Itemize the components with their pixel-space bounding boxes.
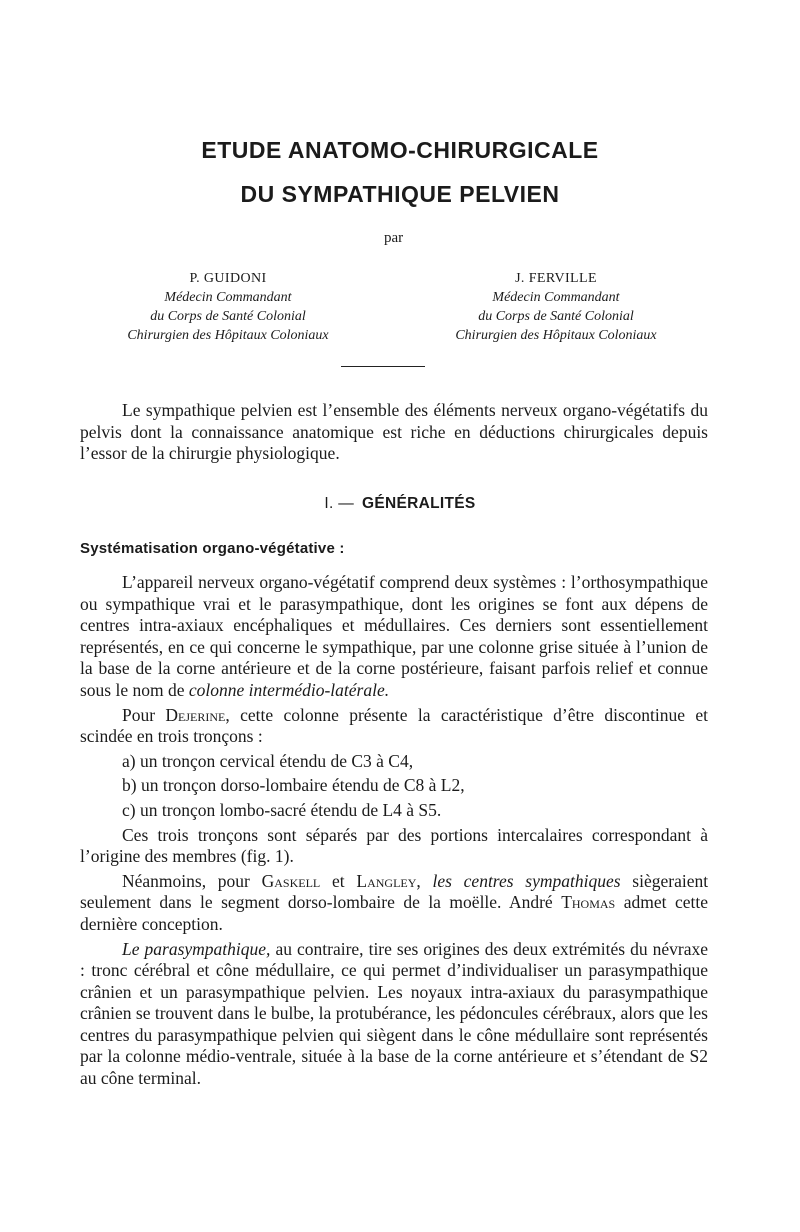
paragraph-5 bbox=[80, 939, 708, 1090]
author-reference: Gaskell bbox=[261, 870, 321, 891]
list-item-c: c) un tronçon lombo-sacré étendu de L4 à S5. bbox=[122, 799, 442, 820]
text-span: et bbox=[332, 870, 345, 891]
text-span: L’appareil nerveux organo-végétatif comprend deux systèmes : l’orthosympathique ou sympathique vrai et le parasympathique, dont les origines se font aux dépens de centres intra-axiaux encéphaliques et médullaires. Ces derniers sont essentiellement représentés, en ce qui concerne le sympathique, par une colonne grise située à l’union de la base de la corne antérieure et de la corne postérieure, faisant parfois relief et connue sous le nom de bbox=[80, 572, 708, 700]
list-item-b: b) un tronçon dorso-lombaire étendu de C8 à L2, bbox=[122, 775, 465, 796]
author-reference: Thomas bbox=[561, 892, 616, 913]
intro-paragraph: Le sympathique pelvien est l’ensemble des éléments nerveux organo-végétatifs du pelvis dont la connaissance anatomique est riche en déductions chirurgicales depuis l’essor de la chirurgie physiologique. bbox=[80, 400, 708, 464]
text-span: cette colonne présente la caractéristique d’être discontinue et scindée en trois tronçons : bbox=[80, 704, 708, 747]
emphasis-term: Le parasympathique, bbox=[122, 938, 271, 959]
subsection-heading: Systématisation organo-végétative : bbox=[80, 540, 345, 557]
paragraph-3: Ces trois tronçons sont séparés par des portions intercalaires correspondant à l’origine des membres (fig. 1). bbox=[80, 824, 708, 867]
section-heading bbox=[0, 495, 800, 513]
paragraph-1 bbox=[80, 572, 708, 702]
list-item-a: a) un tronçon cervical étendu de C3 à C4, bbox=[122, 750, 414, 771]
main-body bbox=[80, 572, 708, 1090]
byline: par bbox=[384, 230, 404, 246]
author-reference: Dejerine, bbox=[165, 704, 230, 725]
paragraph-2 bbox=[80, 705, 708, 748]
section-number: I. — bbox=[324, 495, 355, 512]
author-position: Chirurgien des Hôpitaux Coloniaux bbox=[455, 328, 657, 343]
author-block-2 bbox=[406, 269, 706, 345]
author-affiliation: du Corps de Santé Colonial bbox=[478, 309, 634, 324]
text-span: au contraire, tire ses origines des deux extrémités du névraxe : tronc cérébral et cône médullaire, ce qui permet d’individualiser un parasympathique crânien et un parasympathique pelvien. Les noyaux intra-axiaux du parasympathique crânien se trouvent dans le bulbe, la protubérance, les pédoncules cérébraux, alors que les centres du parasympathique pelvien qui siègent dans le cône médullaire sont représentés par la colonne médio-ventrale, située à la base de la corne antérieure et s’étendant de S2 au cône terminal. bbox=[80, 938, 708, 1089]
author-block-1 bbox=[78, 269, 378, 345]
text-span: Pour bbox=[122, 704, 156, 725]
title-line-2: DU SYMPATHIQUE PELVIEN bbox=[240, 181, 560, 207]
section-title: GÉNÉRALITÉS bbox=[362, 495, 476, 512]
text-span: siègeraient seulement dans le segment dorso-lombaire de la moëlle. André bbox=[80, 870, 709, 913]
author-role: Médecin Commandant bbox=[492, 290, 620, 305]
text-span: Néanmoins, pour bbox=[122, 870, 250, 891]
author-reference: Langley, bbox=[356, 870, 421, 891]
author-role: Médecin Commandant bbox=[164, 290, 292, 305]
author-name: P. GUIDONI bbox=[189, 271, 267, 286]
author-name: J. FERVILLE bbox=[515, 271, 597, 286]
text-span: admet cette dernière conception. bbox=[80, 892, 709, 934]
emphasis-term: les centres sympathiques bbox=[432, 870, 621, 891]
title-line-1: ETUDE ANATOMO-CHIRURGICALE bbox=[201, 137, 599, 163]
paragraph-4 bbox=[80, 871, 708, 936]
author-position: Chirurgien des Hôpitaux Coloniaux bbox=[127, 328, 329, 343]
author-affiliation: du Corps de Santé Colonial bbox=[150, 309, 306, 324]
intro-section bbox=[80, 400, 708, 465]
header-divider bbox=[341, 366, 425, 367]
emphasis-term: colonne intermédio-latérale. bbox=[188, 679, 390, 700]
